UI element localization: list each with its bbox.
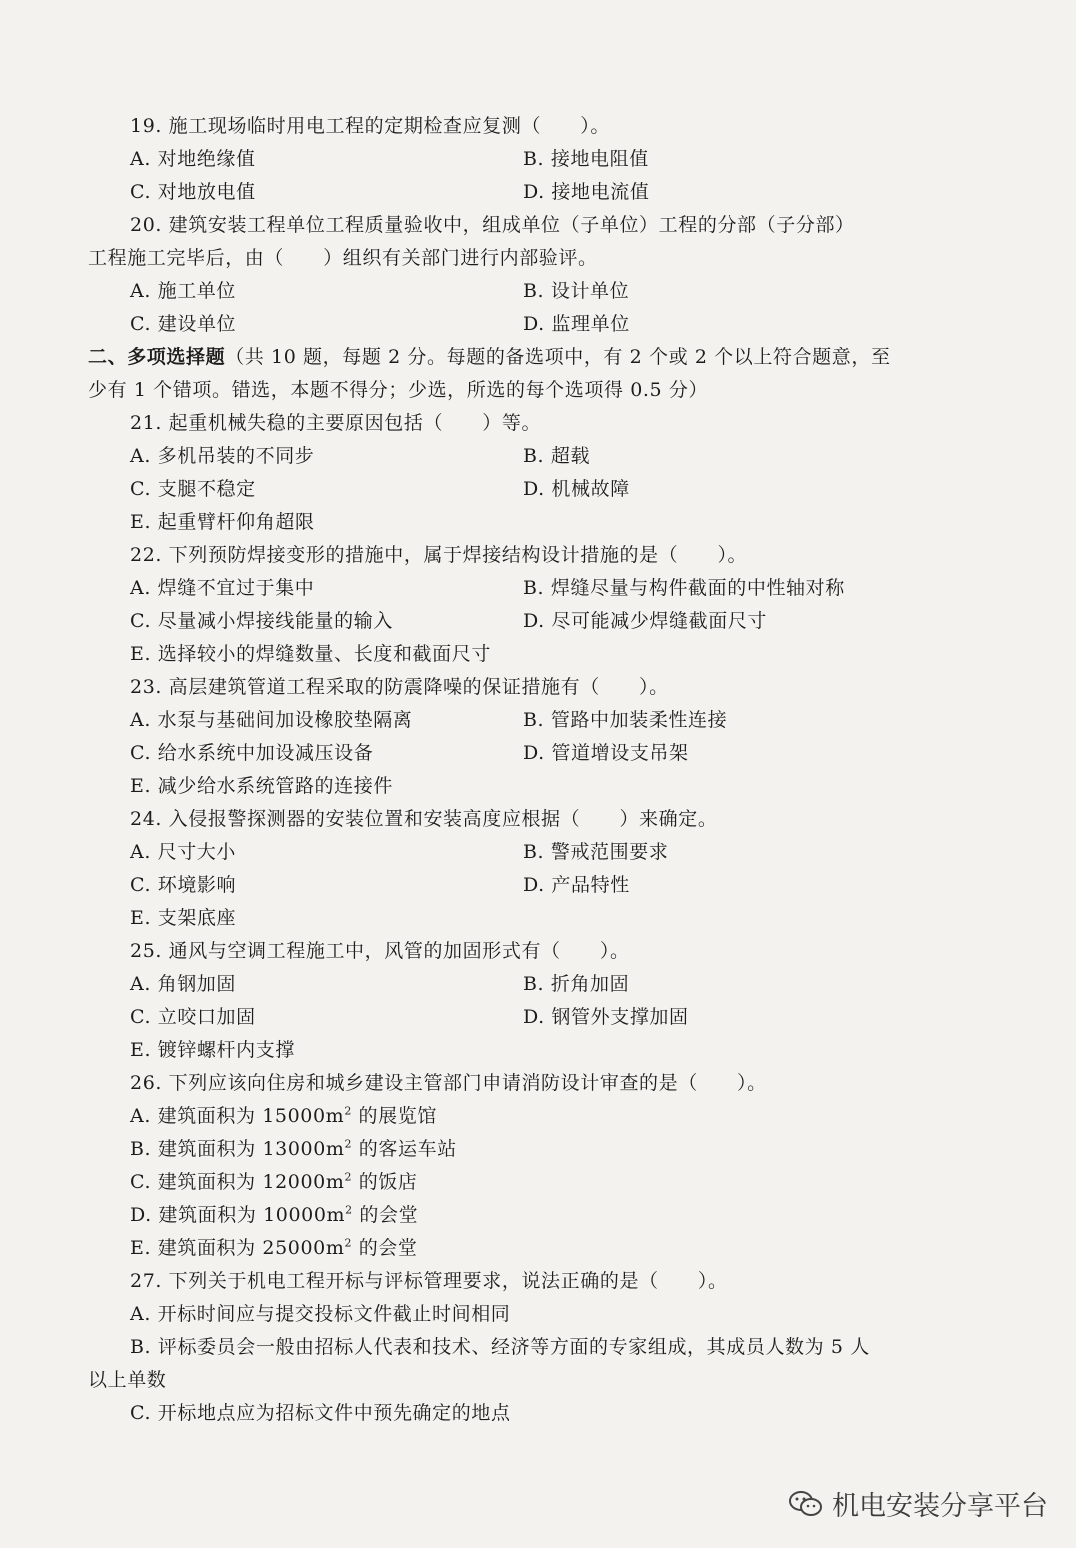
question-23-option-a: A. 水泵与基础间加设橡胶垫隔离 — [130, 709, 413, 731]
question-27-option-a: A. 开标时间应与提交投标文件截止时间相同 — [130, 1303, 511, 1325]
question-25-option-c: C. 立咬口加固 — [130, 1006, 256, 1028]
question-25-option-b: B. 折角加固 — [523, 973, 630, 995]
option-c-tail: 的饭店 — [352, 1171, 418, 1193]
watermark-text: 机电安装分享平台 — [832, 1491, 1048, 1522]
question-21-option-d: D. 机械故障 — [523, 478, 630, 500]
section-2-title: 二、多项选择题 — [88, 346, 226, 368]
superscript-2: 2 — [345, 1203, 353, 1217]
question-21-option-c: C. 支腿不稳定 — [130, 478, 256, 500]
wechat-icon — [788, 1489, 824, 1519]
question-23-option-e: E. 减少给水系统管路的连接件 — [130, 775, 393, 797]
watermark — [788, 1484, 1048, 1523]
question-23-stem: 23. 高层建筑管道工程采取的防震降噪的保证措施有（ ）。 — [130, 676, 669, 698]
question-26-option-b — [130, 1136, 457, 1162]
superscript-2: 2 — [344, 1137, 353, 1151]
question-22-option-c: C. 尽量减小焊接线能量的输入 — [130, 610, 393, 632]
question-27-option-c: C. 开标地点应为招标文件中预先确定的地点 — [130, 1402, 511, 1424]
option-d-text: D. 建筑面积为 10000m — [130, 1204, 346, 1226]
question-19-stem: 19. 施工现场临时用电工程的定期检查应复测（ ）。 — [130, 115, 610, 137]
question-19-option-b: B. 接地电阻值 — [523, 148, 649, 170]
question-25-option-a: A. 角钢加固 — [130, 973, 237, 995]
question-19-option-c: C. 对地放电值 — [130, 181, 256, 203]
question-26-option-d — [130, 1202, 418, 1228]
question-20-stem-line2: 工程施工完毕后，由（ ）组织有关部门进行内部验评。 — [88, 247, 598, 269]
question-26-option-a — [130, 1103, 437, 1129]
question-26-option-c — [130, 1169, 418, 1195]
question-25-stem: 25. 通风与空调工程施工中，风管的加固形式有（ ）。 — [130, 940, 630, 962]
question-27-stem: 27. 下列关于机电工程开标与评标管理要求，说法正确的是（ ）。 — [130, 1270, 728, 1292]
question-24-option-a: A. 尺寸大小 — [130, 841, 237, 863]
question-20-option-c: C. 建设单位 — [130, 313, 237, 335]
question-21-option-a: A. 多机吊装的不同步 — [130, 445, 315, 467]
superscript-2: 2 — [344, 1236, 353, 1250]
question-22-option-b: B. 焊缝尽量与构件截面的中性轴对称 — [523, 577, 845, 599]
question-19-option-d: D. 接地电流值 — [523, 181, 650, 203]
section-2-heading-line2: 少有 1 个错项。错选，本题不得分；少选，所选的每个选项得 0.5 分） — [88, 379, 709, 401]
option-b-text: B. 建筑面积为 13000m — [130, 1138, 345, 1160]
question-20-option-b: B. 设计单位 — [523, 280, 630, 302]
superscript-2: 2 — [344, 1104, 352, 1118]
question-19-option-a: A. 对地绝缘值 — [130, 148, 256, 170]
question-24-option-d: D. 产品特性 — [523, 874, 630, 896]
question-25-option-d: D. 钢管外支撑加固 — [523, 1006, 689, 1028]
option-e-text: E. 建筑面积为 25000m — [130, 1237, 345, 1259]
option-d-tail: 的会堂 — [352, 1204, 419, 1226]
question-27-option-b-line2: 以上单数 — [88, 1369, 167, 1391]
question-24-option-e: E. 支架底座 — [130, 907, 237, 929]
option-b-tail: 的客运车站 — [352, 1138, 457, 1160]
option-a-tail: 的展览馆 — [351, 1105, 437, 1127]
question-20-stem-line1: 20. 建筑安装工程单位工程质量验收中，组成单位（子单位）工程的分部（子分部） — [130, 214, 855, 236]
question-24-stem: 24. 入侵报警探测器的安装位置和安装高度应根据（ ）来确定。 — [130, 808, 718, 830]
question-21-stem: 21. 起重机械失稳的主要原因包括（ ）等。 — [130, 412, 542, 434]
question-20-option-a: A. 施工单位 — [130, 280, 237, 302]
question-24-option-b: B. 警戒范围要求 — [523, 841, 669, 863]
question-23-option-d: D. 管道增设支吊架 — [523, 742, 689, 764]
question-26-option-e — [130, 1235, 418, 1261]
question-26-stem: 26. 下列应该向住房和城乡建设主管部门申请消防设计审查的是（ ）。 — [130, 1072, 767, 1094]
section-2-description: （共 10 题，每题 2 分。每题的备选项中，有 2 个或 2 个以上符合题意，至 — [225, 346, 891, 368]
question-24-option-c: C. 环境影响 — [130, 874, 237, 896]
question-25-option-e: E. 镀锌螺杆内支撑 — [130, 1039, 295, 1061]
question-21-option-b: B. 超载 — [523, 445, 591, 467]
question-22-stem: 22. 下列预防焊接变形的措施中，属于焊接结构设计措施的是（ ）。 — [130, 544, 748, 566]
superscript-2: 2 — [344, 1170, 353, 1184]
question-20-option-d: D. 监理单位 — [523, 313, 630, 335]
question-22-option-d: D. 尽可能减少焊缝截面尺寸 — [523, 610, 768, 632]
question-22-option-a: A. 焊缝不宜过于集中 — [130, 577, 315, 599]
question-23-option-c: C. 给水系统中加设减压设备 — [130, 742, 374, 764]
question-21-option-e: E. 起重臂杆仰角超限 — [130, 511, 315, 533]
section-2-heading-line1 — [88, 344, 891, 370]
option-e-tail: 的会堂 — [352, 1237, 418, 1259]
option-c-text: C. 建筑面积为 12000m — [130, 1171, 345, 1193]
question-23-option-b: B. 管路中加装柔性连接 — [523, 709, 728, 731]
question-22-option-e: E. 选择较小的焊缝数量、长度和截面尺寸 — [130, 643, 491, 665]
option-a-text: A. 建筑面积为 15000m — [130, 1105, 345, 1127]
question-27-option-b-line1: B. 评标委员会一般由招标人代表和技术、经济等方面的专家组成，其成员人数为 5 人 — [130, 1336, 870, 1358]
